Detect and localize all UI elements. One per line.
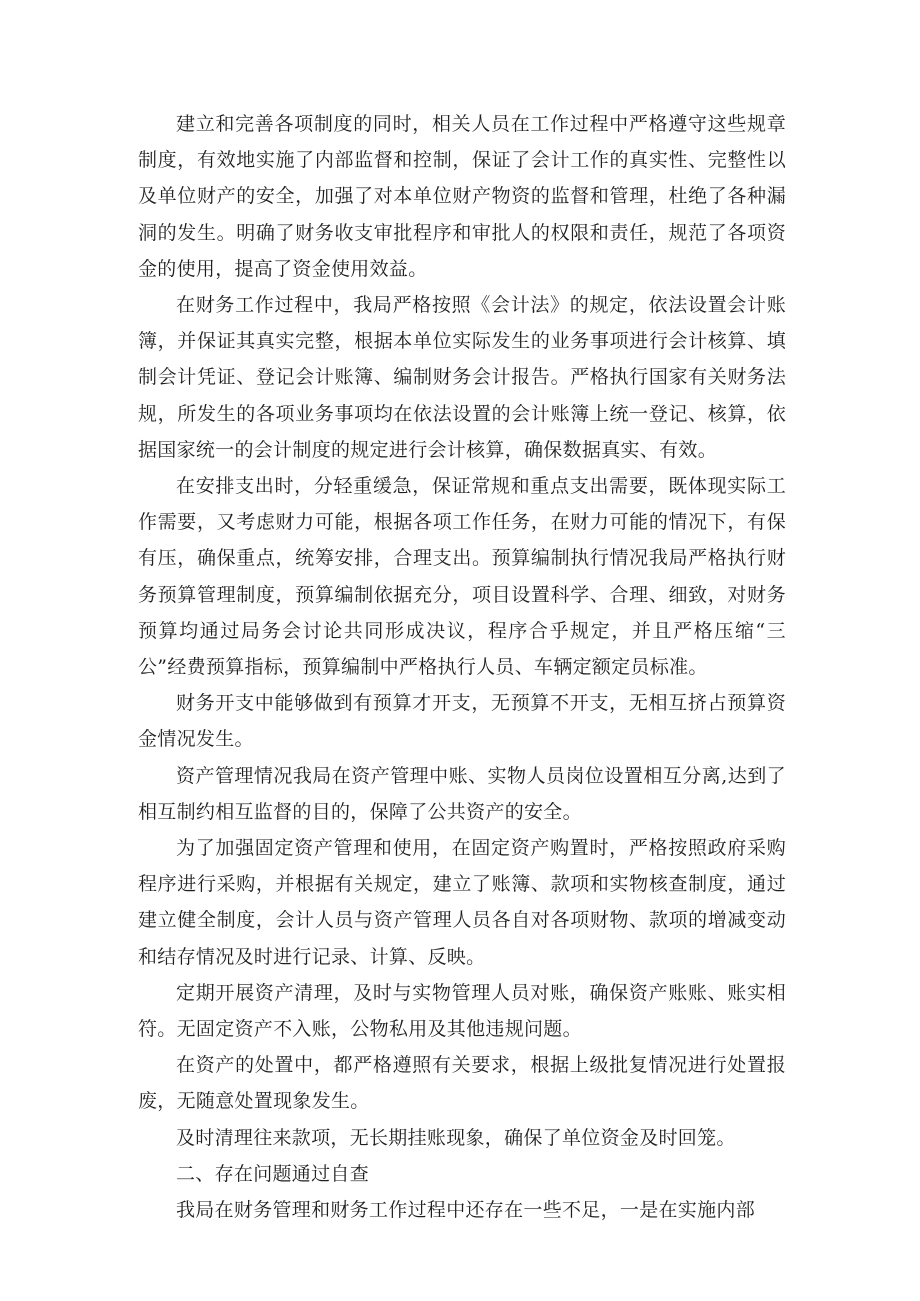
paragraph-asset-inventory: 定期开展资产清理，及时与实物管理人员对账，确保资产账账、账实相符。无固定资产不入账，公物私用及其他违规问题。 — [138, 981, 786, 1041]
paragraph-budget-spending: 财务开支中能够做到有预算才开支，无预算不开支，无相互挤占预算资金情况发生。 — [138, 692, 786, 751]
paragraph-receivables: 及时清理往来款项，无长期挂账现象，确保了单位资金及时回笼。 — [176, 1126, 736, 1149]
paragraph-expenditure-budget: 在安排支出时，分轻重缓急，保证常规和重点支出需要，既体现实际工作需要，又考虑财力可能，根据各项工作任务，在财力可能的情况下，有保有压，确保重点，统筹安排，合理支出。预算编制执行情况我局严格执行财务预算管理制度，预算编制依据充分，项目设置科学、合理、细致，对财务预算均通过局务会讨论共同形成决议，程序合乎规定，并且严格压缩“三公”经费预算指标，预算编制中严格执行人员、车辆定额定员标准。 — [138, 475, 786, 679]
paragraph-asset-disposal: 在资产的处置中，都严格遵照有关要求，根据上级批复情况进行处置报废，无随意处置现象发生。 — [138, 1054, 786, 1113]
paragraph-shortcomings: 我局在财务管理和财务工作过程中还存在一些不足，一是在实施内部 — [176, 1199, 756, 1222]
document-page — [138, 106, 786, 1228]
section-heading-problems: 二、存在问题通过自查 — [176, 1162, 370, 1185]
paragraph-internal-control: 建立和完善各项制度的同时，相关人员在工作过程中严格遵守这些规章制度，有效地实施了内部监督和控制，保证了会计工作的真实性、完整性以及单位财产的安全，加强了对本单位财产物资的监督和管理，杜绝了各种漏洞的发生。明确了财务收支审批程序和审批人的权限和责任，规范了各项资金的使用，提高了资金使用效益。 — [138, 113, 786, 280]
paragraph-accounting-law: 在财务工作过程中，我局严格按照《会计法》的规定，依法设置会计账簿，并保证其真实完整，根据本单位实际发生的业务事项进行会计核算、填制会计凭证、登记会计账簿、编制财务会计报告。严格执行国家有关财务法规，所发生的各项业务事项均在依法设置的会计账簿上统一登记、核算，依据国家统一的会计制度的规定进行会计核算，确保数据真实、有效。 — [138, 294, 786, 461]
paragraph-asset-management: 资产管理情况我局在资产管理中账、实物人员岗位设置相互分离,达到了相互制约相互监督的目的，保障了公共资产的安全。 — [138, 764, 786, 823]
paragraph-fixed-assets: 为了加强固定资产管理和使用，在固定资产购置时，严格按照政府采购程序进行采购，并根据有关规定，建立了账簿、款项和实物核查制度，通过建立健全制度，会计人员与资产管理人员各自对各项财物、款项的增减变动和结存情况及时进行记录、计算、反映。 — [138, 837, 786, 968]
